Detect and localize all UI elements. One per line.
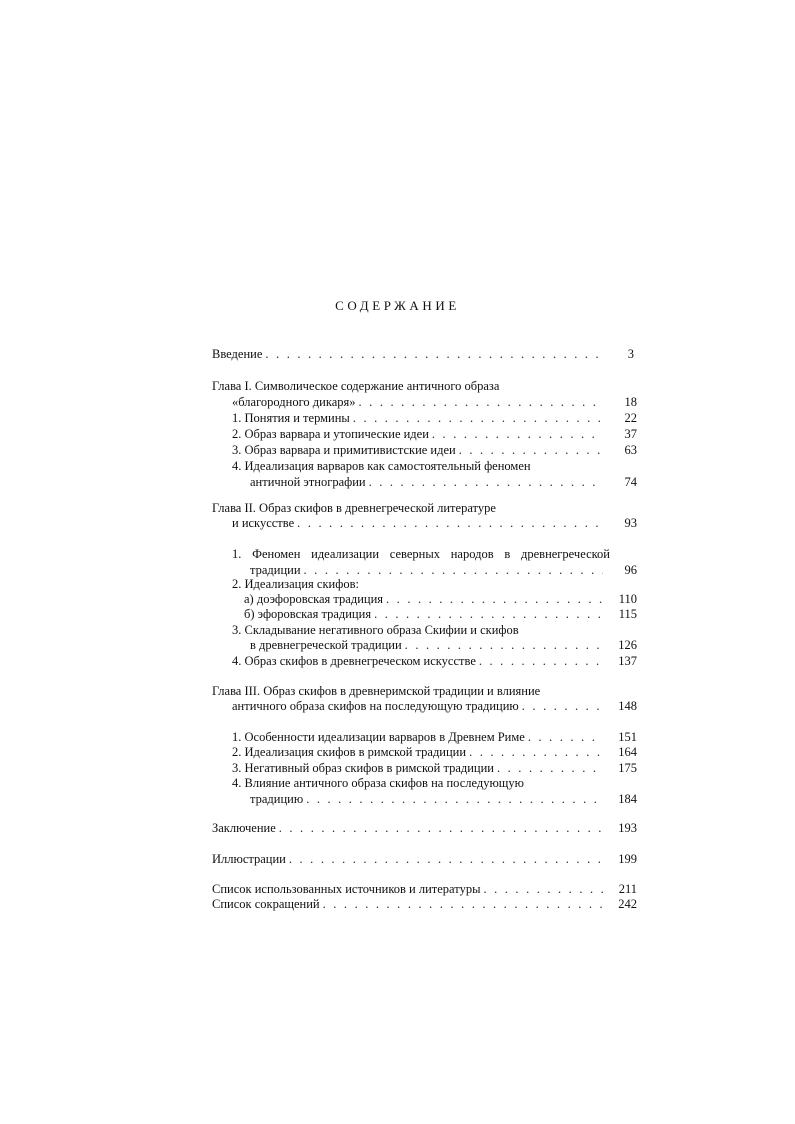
toc-page-number: 18: [624, 395, 637, 409]
toc-label: а) доэфоровская традиция: [244, 592, 384, 606]
chapter-2-title[interactable]: Глава II. Образ скифов в древнегреческой литературе: [212, 501, 496, 515]
toc-dots: [386, 591, 603, 607]
toc-entry-intro[interactable]: [212, 346, 607, 362]
toc-dots: [279, 820, 603, 836]
toc-page-number: 175: [618, 761, 637, 775]
chapter-3-title[interactable]: Глава III. Образ скифов в древнеримской традиции и влияние: [212, 684, 541, 698]
toc-page-number: 93: [624, 516, 637, 530]
toc-label: 4. Образ скифов в древнегреческом искусстве: [232, 654, 476, 668]
toc-label: 3. Образ варвара и примитивистские идеи: [232, 443, 456, 457]
toc-entry-ch3[interactable]: [232, 698, 606, 714]
toc-entry-conclusion[interactable]: [212, 820, 606, 836]
toc-dots: [459, 442, 603, 458]
toc-label: Список использованных источников и литературы: [212, 882, 481, 896]
toc-page-number: 148: [618, 699, 637, 713]
toc-entry-ch3-s3[interactable]: [232, 760, 606, 776]
toc-dots: [374, 606, 603, 622]
toc-label: 2. Идеализация скифов в римской традиции: [232, 745, 467, 759]
toc-entry-ch1-s2[interactable]: [232, 426, 606, 442]
toc-dots: [265, 346, 604, 362]
toc-label: античного образа скифов на последующую традицию: [232, 699, 519, 713]
toc-page-number: 3: [627, 347, 634, 361]
toc-label: б) эфоровская традиция: [244, 607, 372, 621]
toc-dots: [306, 791, 603, 807]
toc-label: Заключение: [212, 821, 276, 835]
toc-dots: [297, 515, 603, 531]
toc-entry-ch2-s3[interactable]: [250, 637, 606, 653]
toc-entry-ch3-s4-line1[interactable]: 4. Влияние античного образа скифов на последующую: [232, 776, 525, 790]
toc-dots: [497, 760, 603, 776]
toc-entry-ch1-s4-line1[interactable]: 4. Идеализация варваров как самостоятельный феномен: [232, 459, 531, 473]
toc-page-number: 211: [618, 882, 637, 896]
toc-page-number: 242: [618, 897, 637, 911]
toc-page-number: 110: [618, 592, 637, 606]
toc-entry-ch3-s1[interactable]: [232, 729, 606, 745]
toc-label: в древнегреческой традиции: [250, 638, 402, 652]
toc-label: 2. Образ варвара и утопические идеи: [232, 427, 429, 441]
toc-page-number: 126: [618, 638, 637, 652]
toc-label: традицию: [250, 792, 304, 806]
toc-dots: [369, 474, 603, 490]
toc-entry-ch2-s2a[interactable]: [244, 591, 606, 607]
toc-entry-ch2-s1-line1[interactable]: 1. Феномен идеализации северных народов в древнегреческой: [232, 547, 610, 561]
toc-page-number: 74: [624, 475, 637, 489]
toc-entry-ch2-s4[interactable]: [232, 653, 606, 669]
toc-label: Иллюстрации: [212, 852, 286, 866]
toc-entry-ch1-s1[interactable]: [232, 410, 606, 426]
toc-dots: [479, 653, 603, 669]
toc-label: Введение: [212, 347, 263, 361]
toc-dots: [522, 698, 603, 714]
toc-dots: [359, 394, 603, 410]
toc-label: античной этнографии: [250, 475, 366, 489]
chapter-1-title[interactable]: Глава I. Символическое содержание античного образа: [212, 379, 500, 393]
toc-entry-ch1-s4[interactable]: [250, 474, 606, 490]
toc-entry-ch2-s2[interactable]: 2. Идеализация скифов:: [232, 577, 359, 591]
toc-entry-ch1[interactable]: [232, 394, 606, 410]
toc-page-number: 37: [624, 427, 637, 441]
page-title: СОДЕРЖАНИЕ: [335, 298, 460, 313]
toc-dots: [528, 729, 603, 745]
toc-page-number: 164: [618, 745, 637, 759]
toc-entry-ch3-s2[interactable]: [232, 744, 606, 760]
toc-entry-abbreviations[interactable]: [212, 896, 606, 912]
toc-label: «благородного дикаря»: [232, 395, 356, 409]
toc-dots: [405, 637, 603, 653]
toc-label: традиции: [250, 563, 301, 577]
toc-entry-ch2-s2b[interactable]: [244, 606, 606, 622]
toc-label: и искусстве: [232, 516, 295, 530]
toc-dots: [469, 744, 603, 760]
toc-page-number: 151: [618, 730, 637, 744]
toc-dots: [353, 410, 603, 426]
toc-entry-ch2-s3-line1[interactable]: 3. Складывание негативного образа Скифии и скифов: [232, 623, 519, 637]
toc-dots: [323, 896, 603, 912]
toc-page-number: 199: [618, 852, 637, 866]
toc-label: 1. Понятия и термины: [232, 411, 350, 425]
toc-dots: [289, 851, 603, 867]
toc-entry-ch1-s3[interactable]: [232, 442, 606, 458]
toc-page-number: 96: [624, 563, 637, 577]
toc-dots: [483, 881, 603, 897]
toc-page-number: 115: [618, 607, 637, 621]
toc-entry-ch3-s4[interactable]: [250, 791, 606, 807]
toc-page-number: 193: [618, 821, 637, 835]
toc-label: 3. Негативный образ скифов в римской традиции: [232, 761, 494, 775]
toc-page-number: 137: [618, 654, 637, 668]
toc-label: 1. Особенности идеализации варваров в Древнем Риме: [232, 730, 525, 744]
toc-page-number: 184: [618, 792, 637, 806]
toc-page-number: 63: [624, 443, 637, 457]
toc-label: Список сокращений: [212, 897, 320, 911]
toc-entry-illustrations[interactable]: [212, 851, 606, 867]
toc-entry-sources[interactable]: [212, 881, 606, 897]
toc-page-number: 22: [624, 411, 637, 425]
toc-dots: [432, 426, 603, 442]
toc-entry-ch2[interactable]: [232, 515, 606, 531]
